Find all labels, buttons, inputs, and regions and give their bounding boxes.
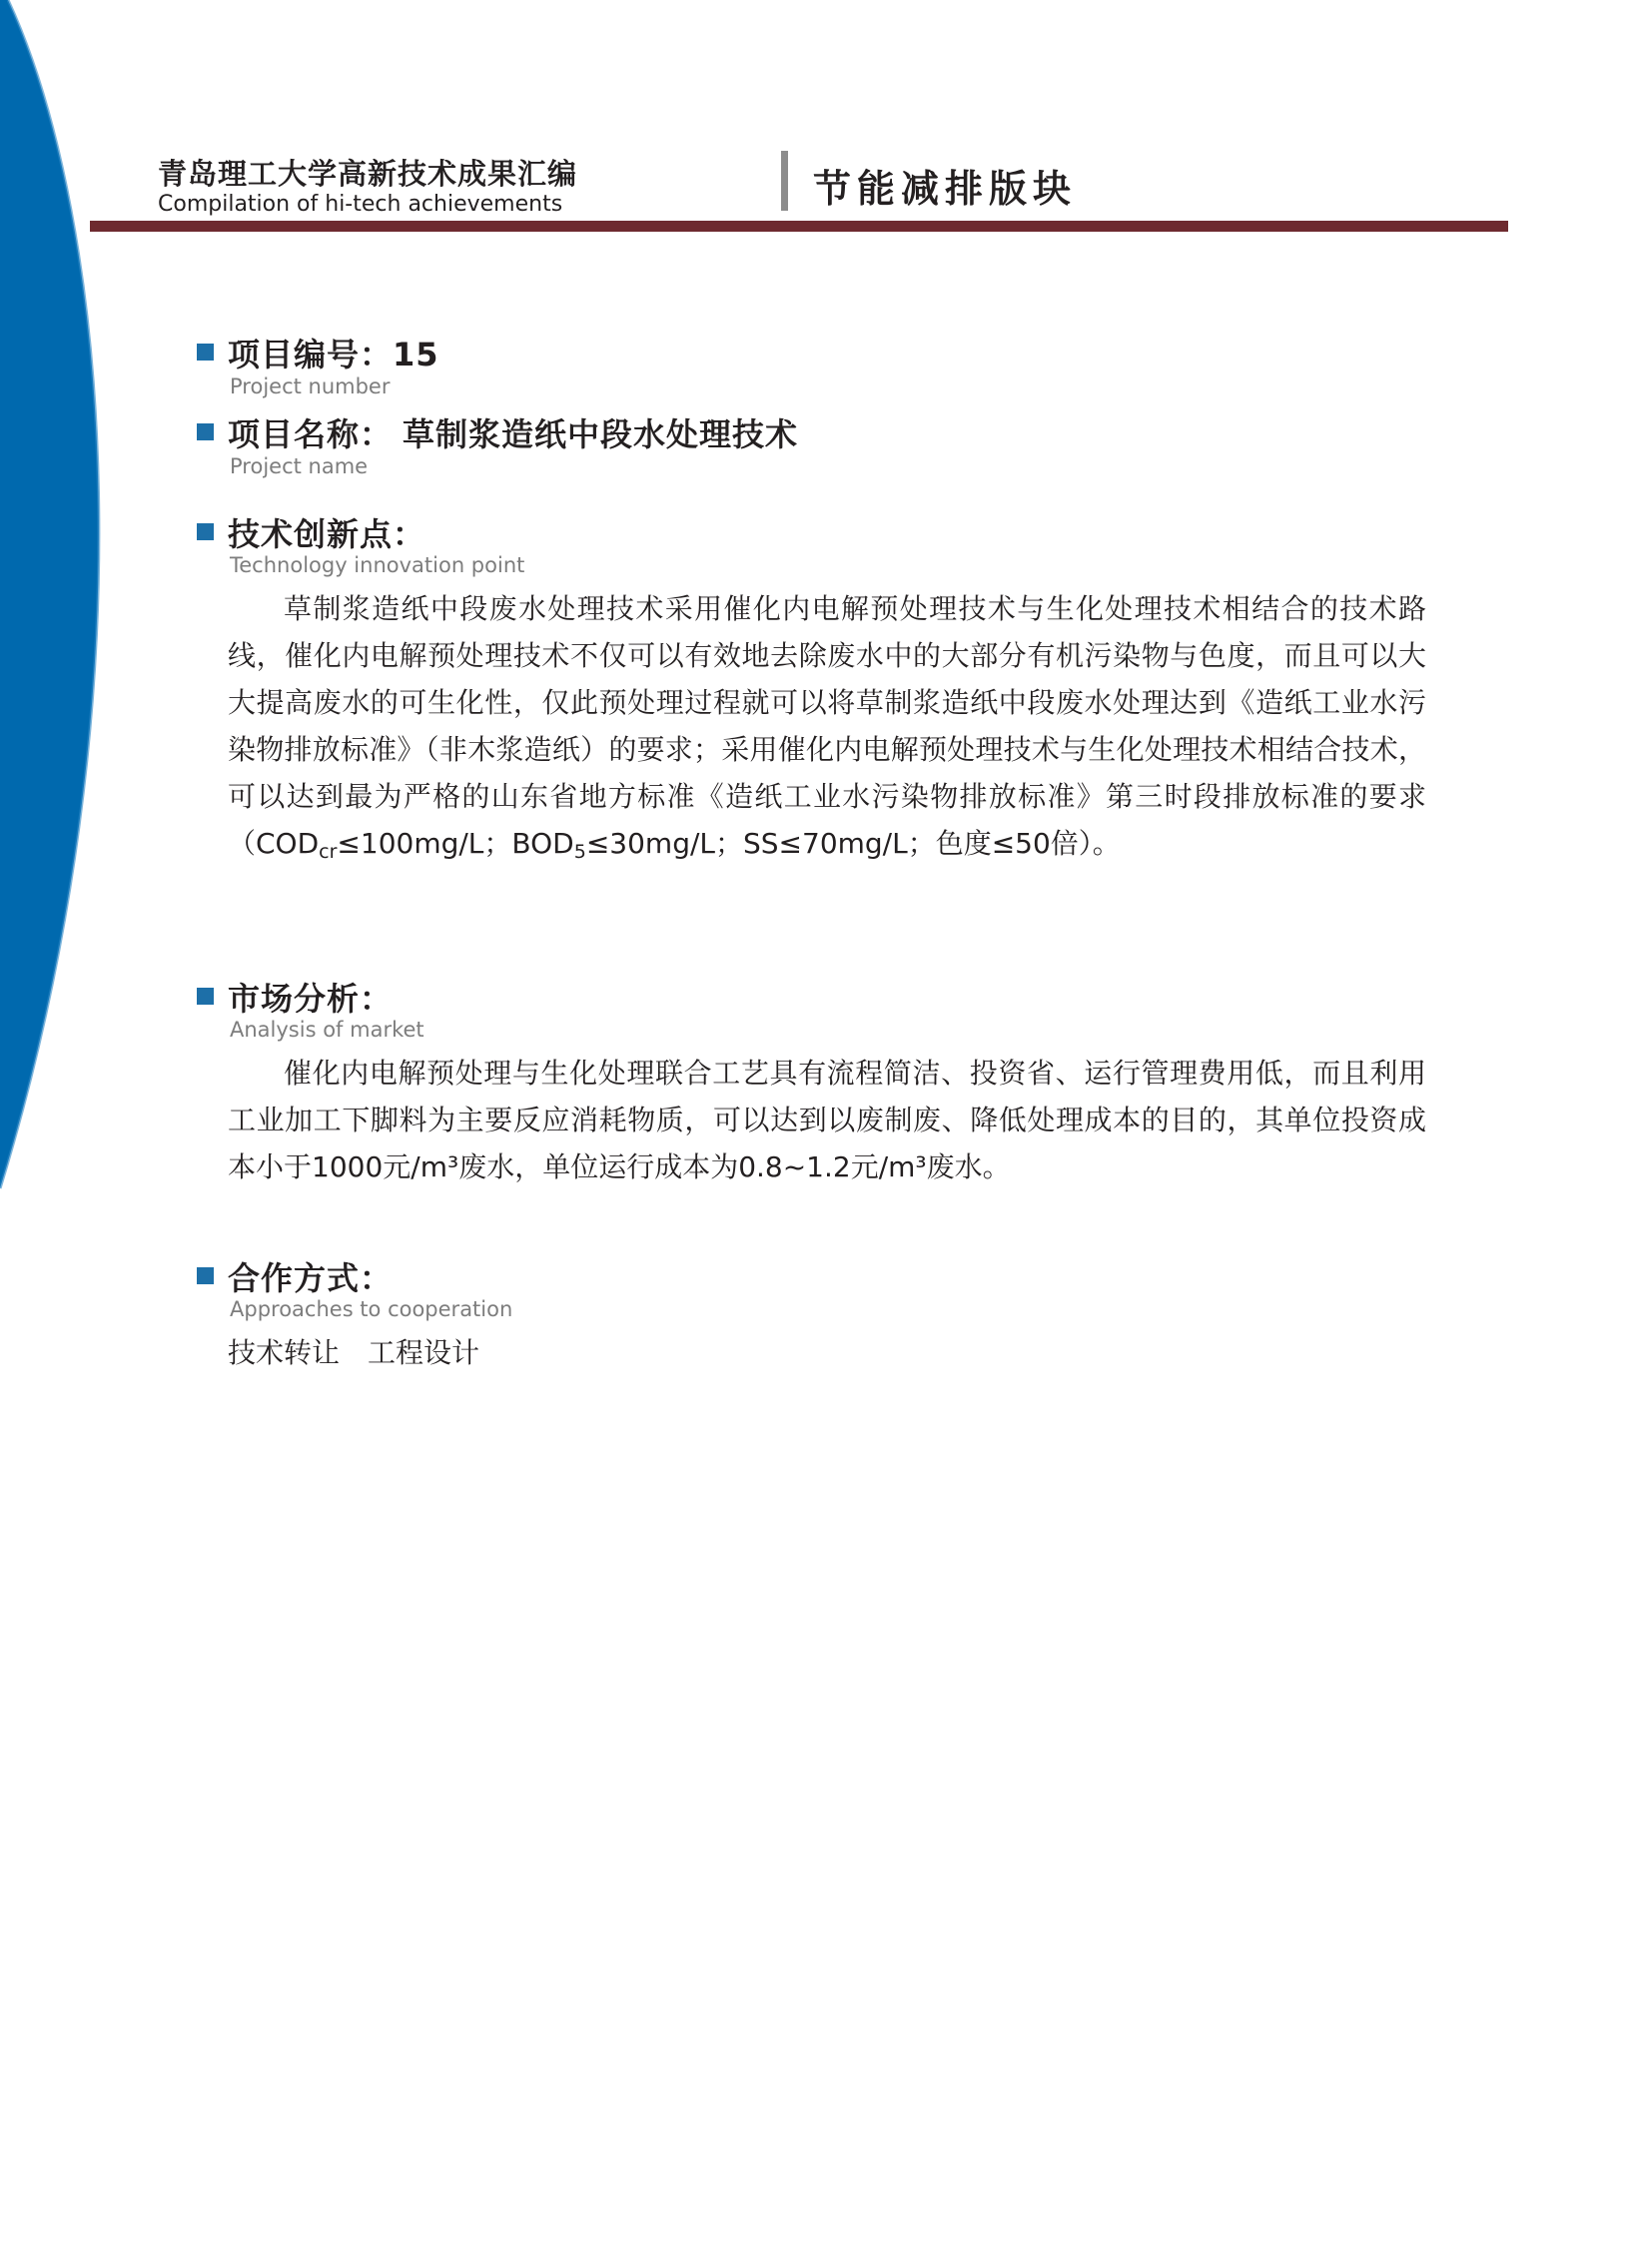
innovation-body-text [228,585,1426,867]
bullet-square-icon [197,988,214,1005]
bullet-square-icon [197,344,214,361]
bod-subscript: 5 [573,841,586,863]
page-header [0,0,1652,240]
innovation-cod-limit: ≤100mg/L；BOD [337,827,574,860]
header-title-en: Compilation of hi-tech achievements [158,192,563,217]
project-number-heading [228,330,439,375]
project-name-label-en: Project name [230,454,369,478]
bullet-square-icon [197,1267,214,1284]
project-number-label-en: Project number [230,374,391,398]
project-name-label: 项目名称： [228,415,394,453]
innovation-heading: 技术创新点： [228,515,426,553]
header-title-cn: 青岛理工大学高新技术成果汇编 [158,157,578,191]
market-heading: 市场分析： [228,980,394,1018]
innovation-text-tail: ≤30mg/L；SS≤70mg/L；色度≤50倍）。 [585,827,1121,860]
cod-subscript: cr [319,841,338,863]
market-label-en: Analysis of market [230,1018,424,1042]
cooperation-body-text: 技术转让 工程设计 [228,1336,480,1369]
project-number-value: 15 [393,336,439,374]
bullet-square-icon [197,523,214,540]
cooperation-label-en: Approaches to cooperation [230,1297,513,1321]
innovation-text-main: 草制浆造纸中段废水处理技术采用催化内电解预处理技术与生化处理技术相结合的技术路线，催化内电解预处理技术不仅可以有效地去除废水中的大部分有机污染物与色度，而且可以大大提高废水的可生化性，仅此预处理过程就可以将草制浆造纸中段废水处理达到《造纸工业水污染物排放标准》（非木浆造纸）的要求；采用催化内电解预处理技术与生化处理技术相结合技术，可以达到最为严格的山东省地方标准《造纸工业水污染物排放标准》第三时段排放标准的要求（COD [228,592,1426,860]
project-name-value: 草制浆造纸中段水处理技术 [403,415,799,453]
header-divider [781,151,788,211]
bullet-square-icon [197,423,214,440]
cooperation-heading: 合作方式： [228,1259,394,1297]
project-number-label: 项目编号： [228,336,394,374]
header-section-title: 节能减排版块 [813,166,1078,211]
market-body-text: 催化内电解预处理与生化处理联合工艺具有流程简洁、投资省、运行管理费用低，而且利用工业加工下脚料为主要反应消耗物质，可以达到以废制废、降低处理成本的目的，其单位投资成本小于1000元/m³废水，单位运行成本为0.8~1.2元/m³废水。 [228,1057,1426,1183]
innovation-label-en: Technology innovation point [230,553,525,577]
header-rule [90,221,1508,232]
project-name-heading [228,409,798,455]
